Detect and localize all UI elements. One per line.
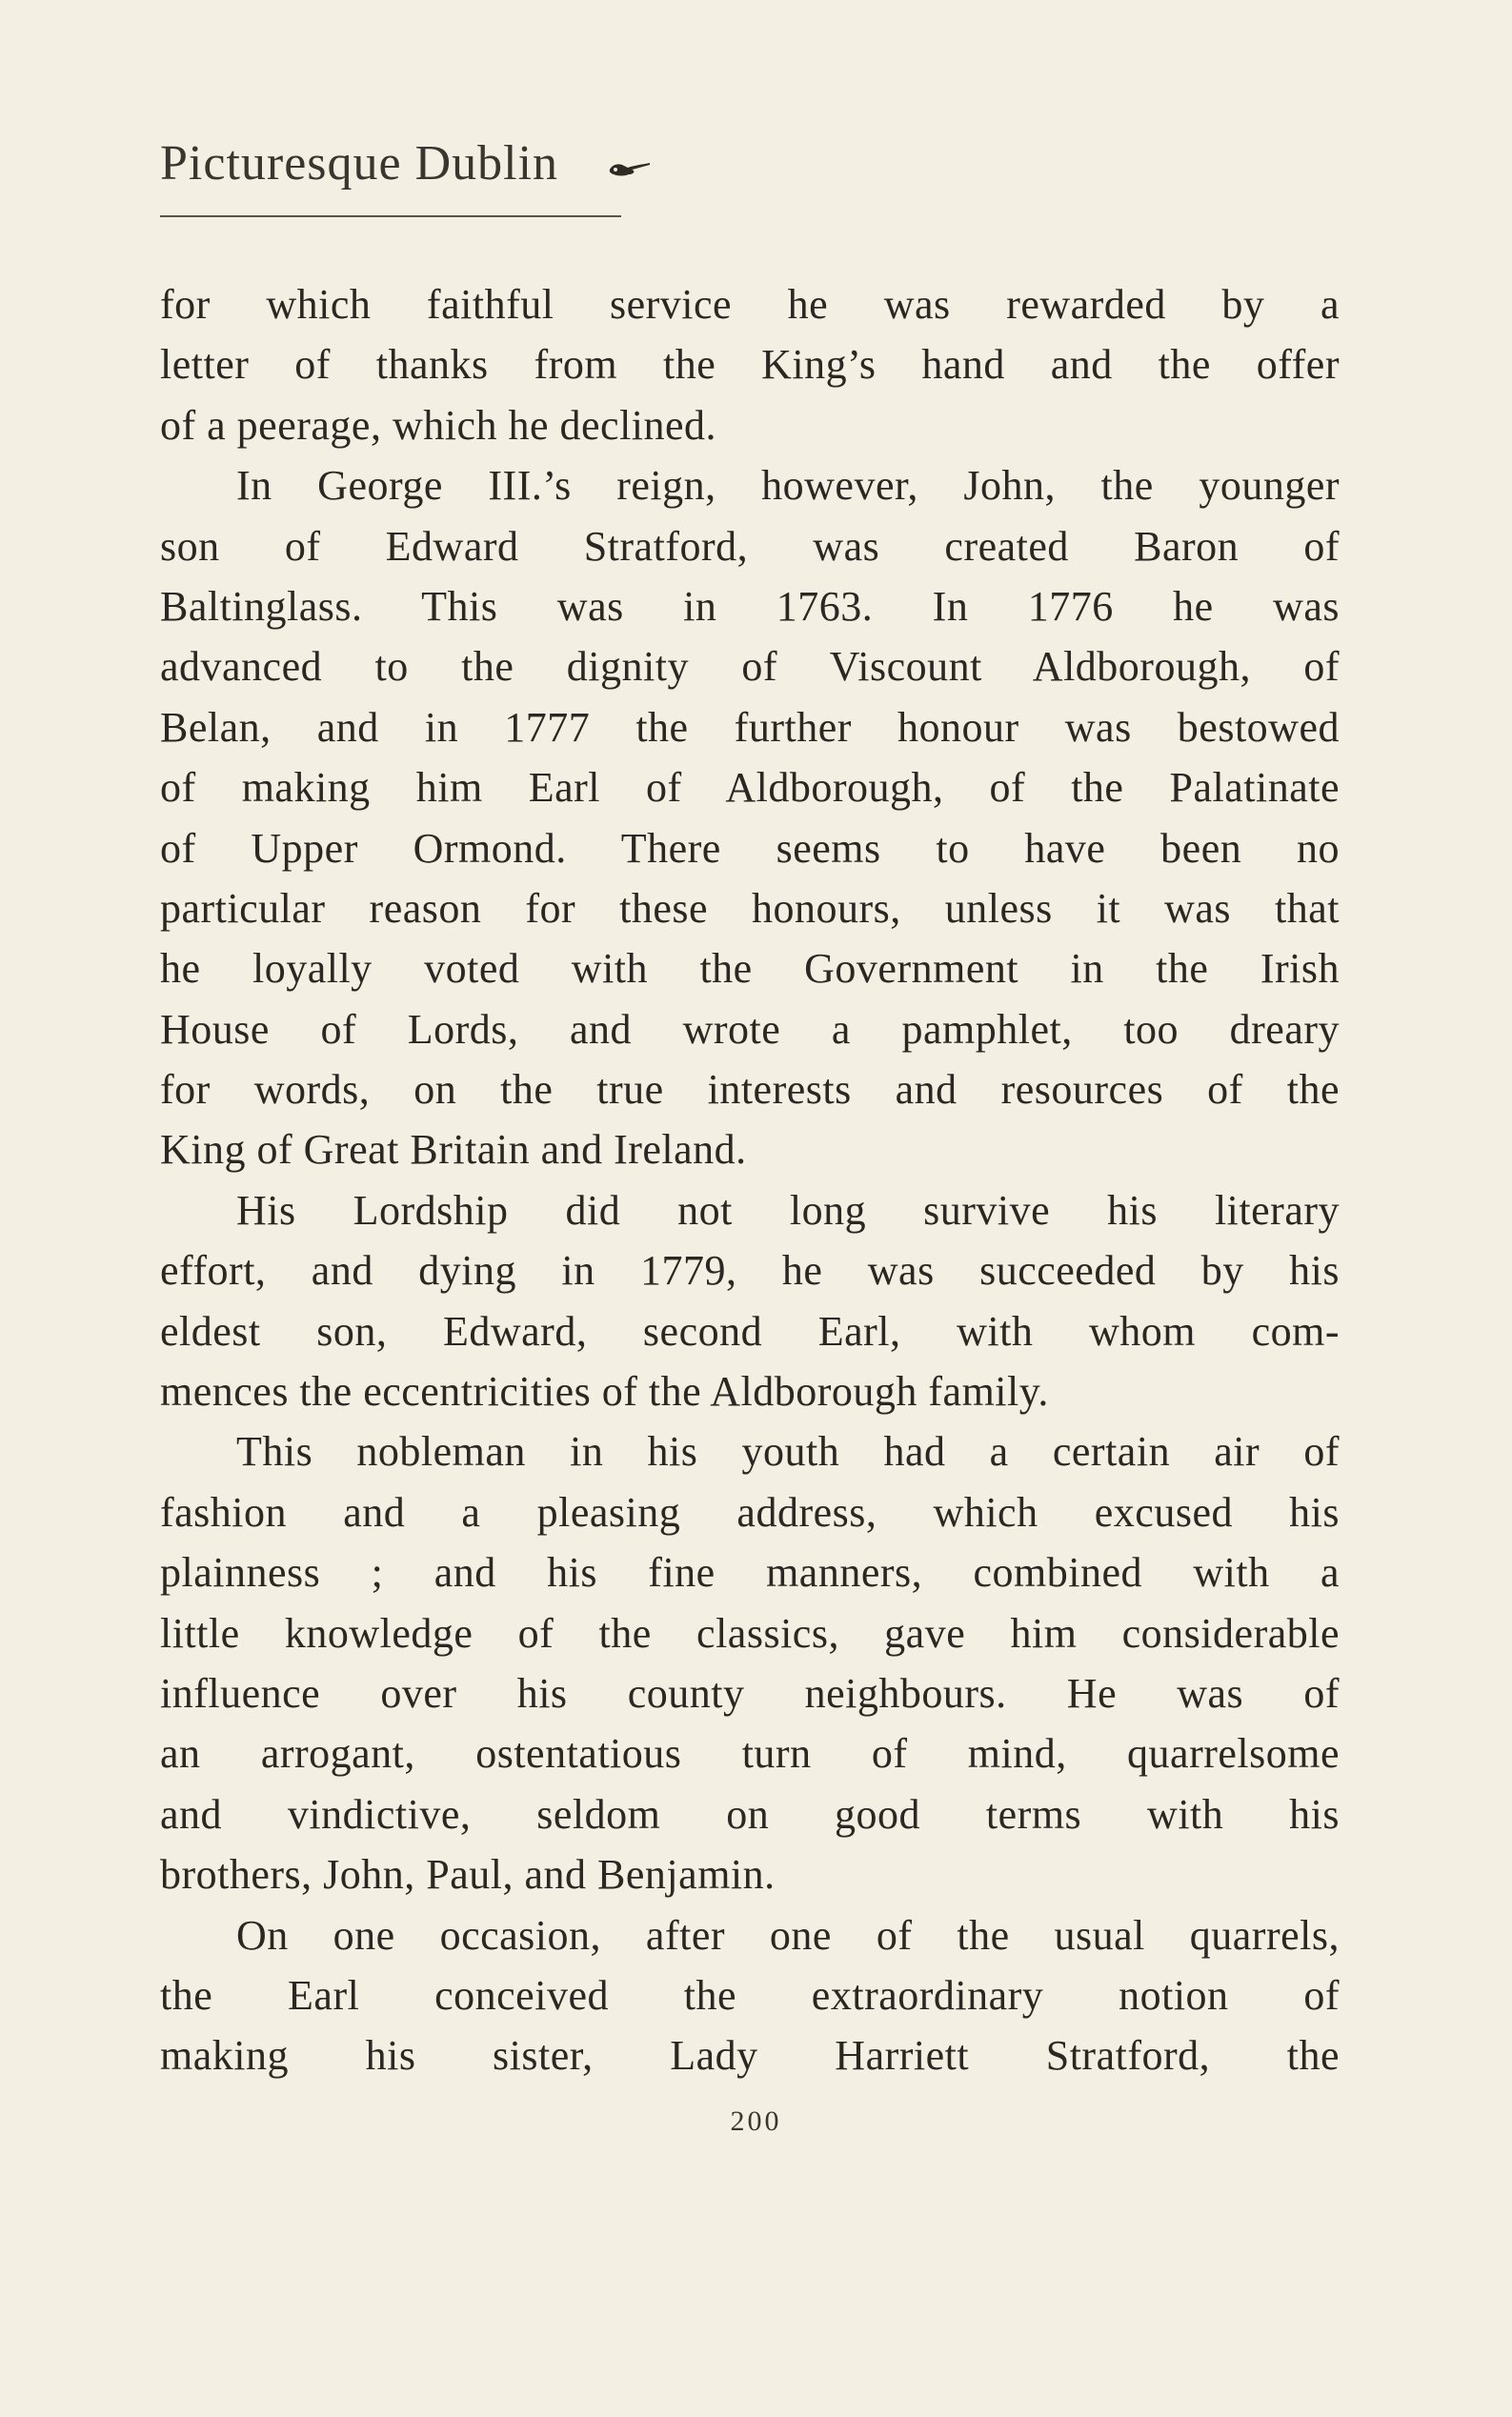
running-head: [160, 135, 652, 191]
text-line: particular reason for these honours, unless it was that: [160, 884, 1340, 932]
text-line: mences the eccentricities of the Aldborough family.: [160, 1368, 1049, 1416]
body-text: [160, 274, 1340, 2086]
text-line: the Earl conceived the extraordinary notion of: [160, 1971, 1340, 2019]
text-line: This nobleman in his youth had a certain air of: [236, 1428, 1340, 1476]
text-line: little knowledge of the classics, gave him considerable: [160, 1609, 1340, 1657]
text-line: influence over his county neighbours. He was of: [160, 1669, 1340, 1717]
text-line: of a peerage, which he declined.: [160, 401, 717, 449]
text-line: letter of thanks from the King’s hand and the offer: [160, 341, 1340, 389]
text-line: for words, on the true interests and resources of the: [160, 1066, 1340, 1114]
text-line: effort, and dying in 1779, he was succeeded by his: [160, 1247, 1340, 1295]
text-line: brothers, John, Paul, and Benjamin.: [160, 1851, 776, 1899]
running-title: Picturesque Dublin: [160, 136, 559, 191]
text-line: Belan, and in 1777 the further honour was bestowed: [160, 703, 1340, 751]
text-line: of making him Earl of Aldborough, of the Palatinate: [160, 764, 1340, 812]
text-line: he loyally voted with the Government in the Irish: [160, 945, 1340, 993]
text-line: son of Edward Stratford, was created Baron of: [160, 522, 1340, 570]
text-line: On one occasion, after one of the usual quarrels,: [236, 1911, 1340, 1959]
text-line: House of Lords, and wrote a pamphlet, too dreary: [160, 1005, 1340, 1053]
text-line: making his sister, Lady Harriett Stratford, the: [160, 2032, 1340, 2080]
text-line: plainness ; and his fine manners, combined with a: [160, 1549, 1340, 1597]
text-line: eldest son, Edward, second Earl, with whom com-: [160, 1307, 1340, 1355]
text-line: Baltinglass. This was in 1763. In 1776 he was: [160, 582, 1340, 630]
text-line: fashion and a pleasing address, which excused his: [160, 1488, 1340, 1536]
text-line: His Lordship did not long survive his literary: [236, 1186, 1340, 1234]
pointing-hand-icon: [608, 160, 652, 179]
text-line: In George III.’s reign, however, John, the younger: [236, 462, 1340, 510]
text-line: an arrogant, ostentatious turn of mind, quarrelsome: [160, 1730, 1340, 1778]
text-line: advanced to the dignity of Viscount Aldborough, of: [160, 643, 1340, 691]
page-number: 200: [730, 2105, 782, 2137]
text-line: King of Great Britain and Ireland.: [160, 1126, 747, 1174]
text-line: for which faithful service he was rewarded by a: [160, 281, 1340, 328]
text-line: of Upper Ormond. There seems to have been no: [160, 824, 1340, 872]
header-rule: [160, 215, 621, 217]
text-line: and vindictive, seldom on good terms with his: [160, 1790, 1340, 1838]
